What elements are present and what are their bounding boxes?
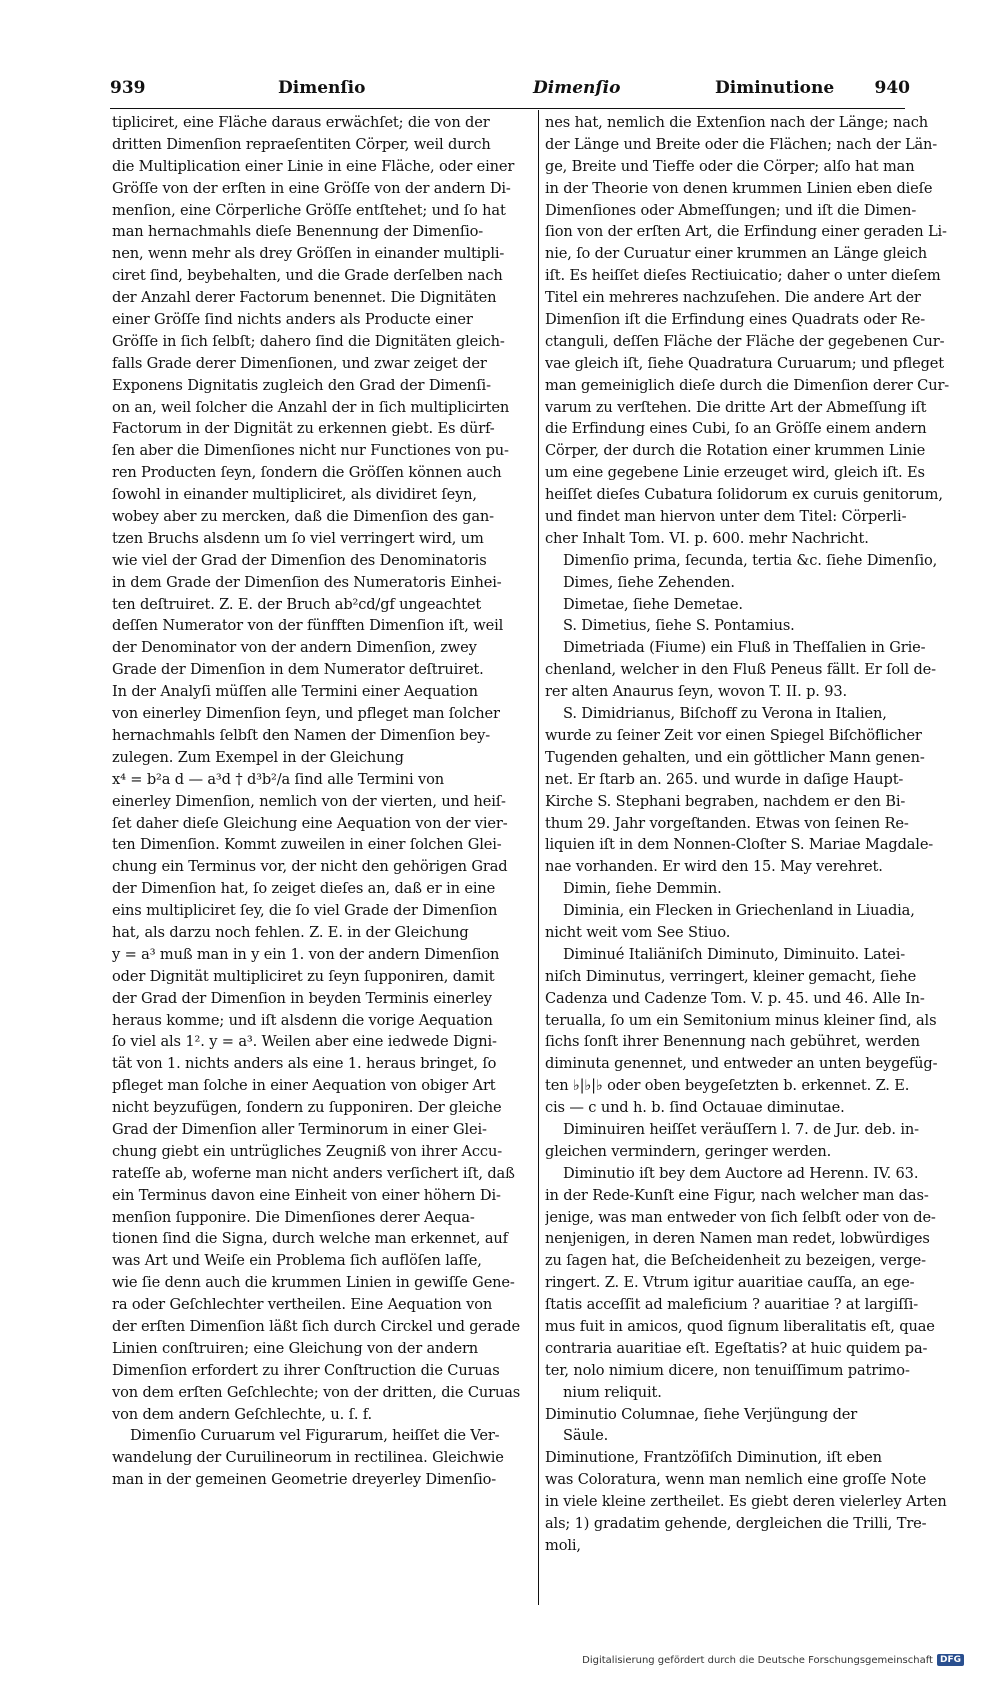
text-line: liquien iſt in dem Nonnen-Cloſter S. Mariae Magdale- [545, 836, 934, 854]
text-line: Grad der Dimenſion aller Terminorum in einer Glei- [112, 1120, 487, 1138]
text-line: ſion von der erſten Art, die Erfindung einer geraden Li- [545, 223, 947, 241]
text-line: ren Producten ſeyn, ſondern die Gröſſen können auch [112, 464, 502, 482]
text-line: Dimenſio prima, ſecunda, tertia &c. ſiehe Dimenſio, [563, 551, 938, 569]
text-line: wie ſie denn auch die krummen Linien in gewiſſe Gene- [112, 1274, 515, 1292]
text-line: Diminutio Columnae, ſiehe Verjüngung der [545, 1405, 858, 1423]
text-line: was Coloratura, wenn man nemlich eine groſſe Note [545, 1471, 927, 1489]
text-line: der Denominator von der andern Dimenſion, zwey [112, 639, 477, 657]
text-line: der Grad der Dimenſion in beyden Terminis einerley [112, 989, 492, 1007]
text-line: einer Gröſſe ſind nichts anders als Producte einer [112, 311, 473, 329]
text-line: Tugenden gehalten, und ein göttlicher Mann genen- [545, 748, 925, 766]
text-line: tät von 1. nichts anders als eine 1. heraus bringet, ſo [112, 1055, 497, 1073]
text-line: x⁴ = b²a d — a³d † d³b²/a ſind alle Termini von [112, 770, 445, 788]
text-line: contraria auaritiae eſt. Egeſtatis? at huic quidem pa- [545, 1339, 928, 1357]
text-line: ringert. Z. E. Vtrum igitur auaritiae cauſſa, an ege- [545, 1274, 915, 1292]
text-line: der Länge und Breite oder die Flächen; nach der Län- [545, 135, 938, 153]
text-line: in der Rede-Kunſt eine Figur, nach welcher man das- [545, 1186, 929, 1204]
text-line: S. Dimetius, ſiehe S. Pontamius. [563, 617, 795, 635]
text-line: dritten Dimenſion repraeſentiten Cörper, weil durch [112, 135, 491, 153]
text-line: moli, [545, 1536, 581, 1554]
text-line: cis — c und h. b. ſind Octauae diminutae. [545, 1099, 845, 1117]
text-line: Linien conſtruiren; eine Gleichung von der andern [112, 1339, 479, 1357]
text-line: nes hat, nemlich die Extenſion nach der Länge; nach [545, 114, 929, 131]
text-line: zulegen. Zum Exempel in der Gleichung [112, 748, 404, 766]
text-line: terualla, ſo um ein Semitonium minus kleiner ſind, als [545, 1011, 937, 1029]
text-line: der Dimenſion hat, ſo zeiget dieſes an, daß er in eine [112, 880, 496, 898]
text-line: thum 29. Jahr vorgeſtanden. Etwas von ſeinen Re- [545, 814, 909, 832]
text-line: wandelung der Curuilineorum in rectilinea. Gleichwie [112, 1449, 504, 1467]
text-line: y = a³ muß man in y ein 1. von der andern Dimenſion [112, 945, 500, 963]
running-head-right: Diminutione [715, 78, 835, 98]
text-line: ten Dimenſion. Kommt zuweilen in einer ſolchen Glei- [112, 836, 502, 854]
text-line: menſion, eine Cörperliche Gröſſe entſtehet; und ſo hat [112, 201, 506, 219]
text-line: von einerley Dimenſion ſeyn, und pfleget man ſolcher [112, 705, 500, 723]
text-line: Diminia, ein Flecken in Griechenland in Liuadia, [563, 902, 915, 920]
text-line: ra oder Geſchlechter vertheilen. Eine Aequation von [112, 1296, 493, 1314]
funding-note: Digitalisierung gefördert durch die Deutsche Forschungsgemeinschaft [582, 1654, 933, 1666]
text-line: nen, wenn mehr als drey Gröſſen in einander multipli- [112, 245, 505, 263]
text-line: chung giebt ein untrügliches Zeugniß von ihrer Accu- [112, 1142, 502, 1160]
text-line: nenjenigen, in deren Namen man redet, lobwürdiges [545, 1230, 930, 1248]
left-column [112, 112, 532, 1491]
text-line: Dimetae, ſiehe Demetae. [563, 595, 743, 613]
text-line: Exponens Dignitatis zugleich den Grad der Dimenſi- [112, 376, 491, 394]
text-line: ter, nolo nimium dicere, non tenuiſſimum patrimo- [545, 1361, 910, 1379]
text-line: man gemeiniglich dieſe durch die Dimenſion derer Cur- [545, 376, 950, 394]
text-line: Diminuiren heiſſet veräuſſern l. 7. de Jur. deb. in- [563, 1120, 919, 1138]
text-line: deſſen Numerator von der fünfften Dimenſion iſt, weil [112, 617, 504, 635]
text-line: in der Theorie von denen krummen Linien eben dieſe [545, 179, 933, 197]
text-line: ge, Breite und Tieffe oder die Cörper; alſo hat man [545, 157, 915, 175]
text-line: ten deſtruiret. Z. E. der Bruch ab²cd/gf ungeachtet [112, 595, 482, 613]
text-line: zu ſagen hat, die Beſcheidenheit zu bezeigen, verge- [545, 1252, 926, 1270]
text-line: Titel ein mehreres nachzuſehen. Die andere Art der [545, 289, 921, 307]
text-line: Dimetriada (Fiume) ein Fluß in Theſſalien in Grie- [563, 639, 926, 657]
running-head-left: Dimenſio [278, 78, 366, 98]
text-line: Gröſſe von der erſten in eine Gröſſe von der andern Di- [112, 179, 511, 197]
text-line: diminuta genennet, und entweder an unten beygefüg- [545, 1055, 938, 1073]
page-number-right: 940 [874, 78, 910, 98]
text-line: menſion ſupponire. Die Dimenſiones derer Aequa- [112, 1208, 475, 1226]
text-line: man in der gemeinen Geometrie dreyerley Dimenſio- [112, 1471, 497, 1489]
text-line: on an, weil ſolcher die Anzahl der in ſich multiplicirten [112, 398, 510, 416]
text-line: S. Dimidrianus, Biſchoff zu Verona in Italien, [563, 705, 887, 723]
text-line: ſichs ſonſt ihrer Benennung nach gebühret, werden [545, 1033, 920, 1051]
page-header [110, 78, 910, 106]
text-line: die Erfindung eines Cubi, ſo an Gröſſe einem andern [545, 420, 927, 438]
text-line: von dem erſten Geſchlechte; von der dritten, die Curuas [112, 1383, 521, 1401]
running-head-middle: Dimenſio [533, 78, 621, 98]
text-line: Kirche S. Stephani begraben, nachdem er den Bi- [545, 792, 906, 810]
footer [582, 1654, 964, 1666]
dfg-logo: DFG [937, 1654, 964, 1666]
text-line: ctanguli, deſſen Fläche der Fläche der gegebenen Cur- [545, 332, 945, 350]
text-line: einerley Dimenſion, nemlich von der vierten, und heiſ- [112, 792, 506, 810]
text-line: rateſſe ab, woferne man nicht anders verſichert iſt, daß [112, 1164, 515, 1182]
text-line: Dimenſiones oder Abmeſſungen; und iſt die Dimen- [545, 201, 917, 219]
text-line: Säule. [563, 1427, 609, 1445]
right-column [545, 112, 963, 1557]
text-line: Dimin, ſiehe Demmin. [563, 880, 722, 898]
text-line: ſet daher dieſe Gleichung eine Aequation von der vier- [112, 814, 508, 832]
text-line: eins multipliciret ſey, die ſo viel Grade der Dimenſion [112, 902, 498, 920]
text-line: wie viel der Grad der Dimenſion des Denominatoris [112, 551, 487, 569]
text-line: mus fuit in amicos, quod ſignum liberalitatis eſt, quae [545, 1317, 935, 1335]
text-line: was Art und Weiſe ein Problema ſich auflöſen laſſe, [112, 1252, 482, 1270]
text-line: ſen aber die Dimenſiones nicht nur Functiones von pu- [112, 442, 509, 460]
text-line: wurde zu ſeiner Zeit vor einen Spiegel Biſchöflicher [545, 726, 922, 744]
text-line: jenige, was man entweder von ſich ſelbſt oder von de- [545, 1208, 936, 1226]
text-line: nicht weit vom See Stiuo. [545, 923, 731, 941]
text-line: Diminutione, Frantzöſiſch Diminution, iſt eben [545, 1449, 882, 1467]
header-rule [110, 108, 905, 109]
text-line: ciret ſind, beybehalten, und die Grade derſelben nach [112, 267, 503, 285]
text-line: Diminutio iſt bey dem Auctore ad Herenn. IV. 63. [563, 1164, 919, 1182]
text-line: in dem Grade der Dimenſion des Numeratoris Einhei- [112, 573, 502, 591]
text-line: Dimenſion iſt die Erfindung eines Quadrats oder Re- [545, 311, 926, 329]
text-line: man hernachmahls dieſe Benennung der Dimenſio- [112, 223, 484, 241]
text-line: ſowohl in einander multipliciret, als dividiret ſeyn, [112, 486, 477, 504]
text-line: und findet man hiervon unter dem Titel: Cörperli- [545, 508, 907, 526]
text-line: rer alten Anaurus ſeyn, wovon T. II. p. 93. [545, 683, 848, 701]
text-line: heraus komme; und iſt alsdenn die vorige Aequation [112, 1011, 493, 1029]
text-line: die Multiplication einer Linie in eine Fläche, oder einer [112, 157, 515, 175]
text-line: varum zu verſtehen. Die dritte Art der Abmeſſung iſt [545, 398, 927, 416]
text-line: falls Grade derer Dimenſionen, und zwar zeiget der [112, 354, 487, 372]
text-line: gleichen vermindern, geringer werden. [545, 1142, 832, 1160]
text-line: der Anzahl derer Factorum benennet. Die Dignitäten [112, 289, 497, 307]
text-line: cher Inhalt Tom. VI. p. 600. mehr Nachricht. [545, 529, 869, 547]
text-line: nie, ſo der Curuatur einer krummen an Länge gleich [545, 245, 927, 263]
text-line: heiſſet dieſes Cubatura ſolidorum ex curuis genitorum, [545, 486, 943, 504]
text-line: der erſten Dimenſion läßt ſich durch Circkel und gerade [112, 1317, 521, 1335]
text-line: hernachmahls ſelbſt den Namen der Dimenſion bey- [112, 726, 491, 744]
text-line: um eine gegebene Linie erzeuget wird, gleich iſt. Es [545, 464, 925, 482]
text-line: Cörper, der durch die Rotation einer krummen Linie [545, 442, 926, 460]
text-line: tzen Bruchs alsdenn um ſo viel verringert wird, um [112, 529, 484, 547]
text-line: in viele kleine zertheilet. Es giebt deren vielerley Arten [545, 1493, 947, 1511]
text-line: nium reliquit. [563, 1383, 662, 1401]
text-line: Gröſſe in ſich ſelbſt; dahero ſind die Dignitäten gleich- [112, 332, 505, 350]
text-line: Dimes, ſiehe Zehenden. [563, 573, 735, 591]
text-line: hat, als darzu noch fehlen. Z. E. in der Gleichung [112, 923, 469, 941]
text-line: wobey aber zu mercken, daß die Dimenſion des gan- [112, 508, 494, 526]
text-line: oder Dignität multipliciret zu ſeyn ſupponiren, damit [112, 967, 495, 985]
text-line: tipliciret, eine Fläche daraus erwächſet; die von der [112, 114, 490, 131]
text-line: tionen ſind die Signa, durch welche man erkennet, auf [112, 1230, 508, 1248]
text-line: niſch Diminutus, verringert, kleiner gemacht, ſiehe [545, 967, 917, 985]
text-line: als; 1) gradatim gehende, dergleichen die Trilli, Tre- [545, 1515, 927, 1532]
text-line: Factorum in der Dignität zu erkennen giebt. Es dürf- [112, 420, 495, 438]
text-line: von dem andern Geſchlechte, u. ſ. f. [112, 1405, 373, 1423]
text-line: net. Er ſtarb an. 265. und wurde in daſige Haupt- [545, 770, 904, 788]
text-line: ten ♭|♭|♭ oder oben beygeſetzten b. erkennet. Z. E. [545, 1077, 910, 1095]
text-line: ein Terminus davon eine Einheit von einer höhern Di- [112, 1186, 501, 1204]
text-line: Dimenſio Curuarum vel Figurarum, heiſſet die Ver- [130, 1427, 500, 1445]
text-line: nae vorhanden. Er wird den 15. May verehret. [545, 858, 883, 876]
text-line: pfleget man ſolche in einer Aequation von obiger Art [112, 1077, 496, 1095]
text-line: chenland, welcher in den Fluß Peneus fällt. Er ſoll de- [545, 661, 936, 679]
text-line: Cadenza und Cadenze Tom. V. p. 45. und 46. Alle In- [545, 989, 925, 1007]
text-line: nicht beyzufügen, ſondern zu ſupponiren. Der gleiche [112, 1099, 502, 1117]
text-line: Grade der Dimenſion in dem Numerator deſtruiret. [112, 661, 484, 679]
text-line: ſtatis acceſſit ad maleficium ? auaritiae ? at largiſſi- [545, 1296, 919, 1314]
page-number-left: 939 [110, 78, 146, 98]
column-divider [538, 110, 539, 1605]
text-line: Dimenſion erfordert zu ihrer Conſtruction die Curuas [112, 1361, 500, 1379]
text-line: Diminué Italiäniſch Diminuto, Diminuito. Latei- [563, 945, 906, 963]
text-line: In der Analyſi müſſen alle Termini einer Aequation [112, 683, 478, 701]
text-line: vae gleich iſt, ſiehe Quadratura Curuarum; und pfleget [545, 354, 944, 372]
text-line: ſo viel als 1². y = a³. Weilen aber eine iedwede Digni- [112, 1033, 497, 1051]
text-line: iſt. Es heiſſet dieſes Rectiuicatio; daher o unter dieſem [545, 267, 941, 285]
text-line: chung ein Terminus vor, der nicht den gehörigen Grad [112, 858, 508, 876]
